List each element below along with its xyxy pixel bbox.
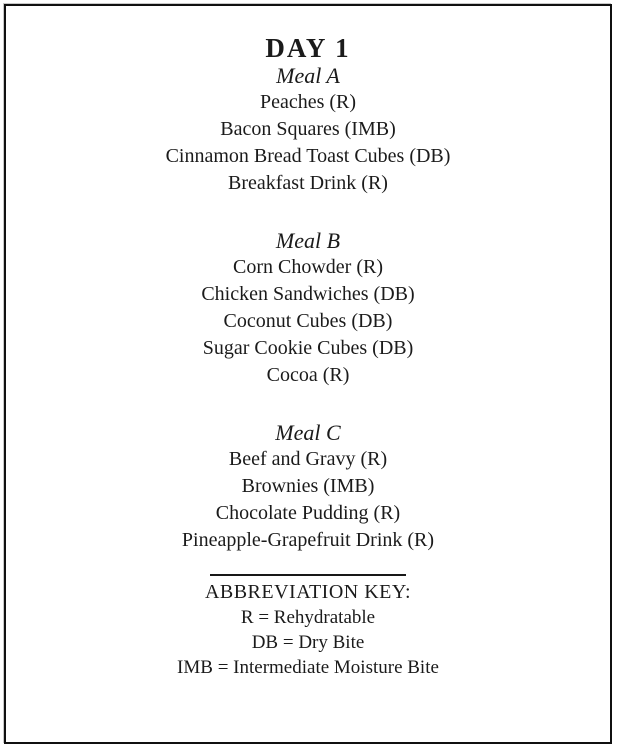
meal-item: Beef and Gravy (R) — [228, 448, 388, 470]
day-title: DAY 1 — [265, 33, 351, 63]
meal-section-b — [6, 227, 610, 389]
page-frame — [4, 4, 612, 744]
meal-item: Brownies (IMB) — [241, 475, 375, 497]
meal-item: Corn Chowder (R) — [233, 256, 383, 278]
meal-c-heading: Meal C — [275, 420, 341, 445]
meal-item: Breakfast Drink (R) — [228, 172, 388, 194]
meal-item: Chocolate Pudding (R) — [215, 502, 401, 524]
meal-item: Sugar Cookie Cubes (DB) — [202, 337, 414, 359]
meal-b-heading: Meal B — [275, 228, 341, 253]
meal-item: Pineapple-Grapefruit Drink (R) — [181, 529, 435, 551]
meal-item: Cocoa (R) — [266, 364, 350, 386]
meal-item: Peaches (R) — [259, 91, 357, 113]
abbreviation-key-heading: ABBREVIATION KEY: — [204, 581, 412, 603]
meal-a-heading: Meal A — [276, 63, 340, 88]
abbreviation-key-entry: R = Rehydratable — [240, 607, 376, 628]
meal-section-a — [6, 62, 610, 197]
abbreviation-key-entry: DB = Dry Bite — [251, 632, 365, 653]
key-divider-rule — [210, 574, 406, 576]
meal-item: Coconut Cubes (DB) — [223, 310, 393, 332]
meal-item: Cinnamon Bread Toast Cubes (DB) — [165, 145, 451, 167]
meal-section-c — [6, 419, 610, 554]
abbreviation-key — [6, 580, 610, 680]
meal-item: Chicken Sandwiches (DB) — [201, 283, 415, 305]
meal-item: Bacon Squares (IMB) — [220, 118, 396, 140]
abbreviation-key-entry: IMB = Intermediate Moisture Bite — [177, 657, 439, 678]
menu-document — [6, 6, 610, 680]
